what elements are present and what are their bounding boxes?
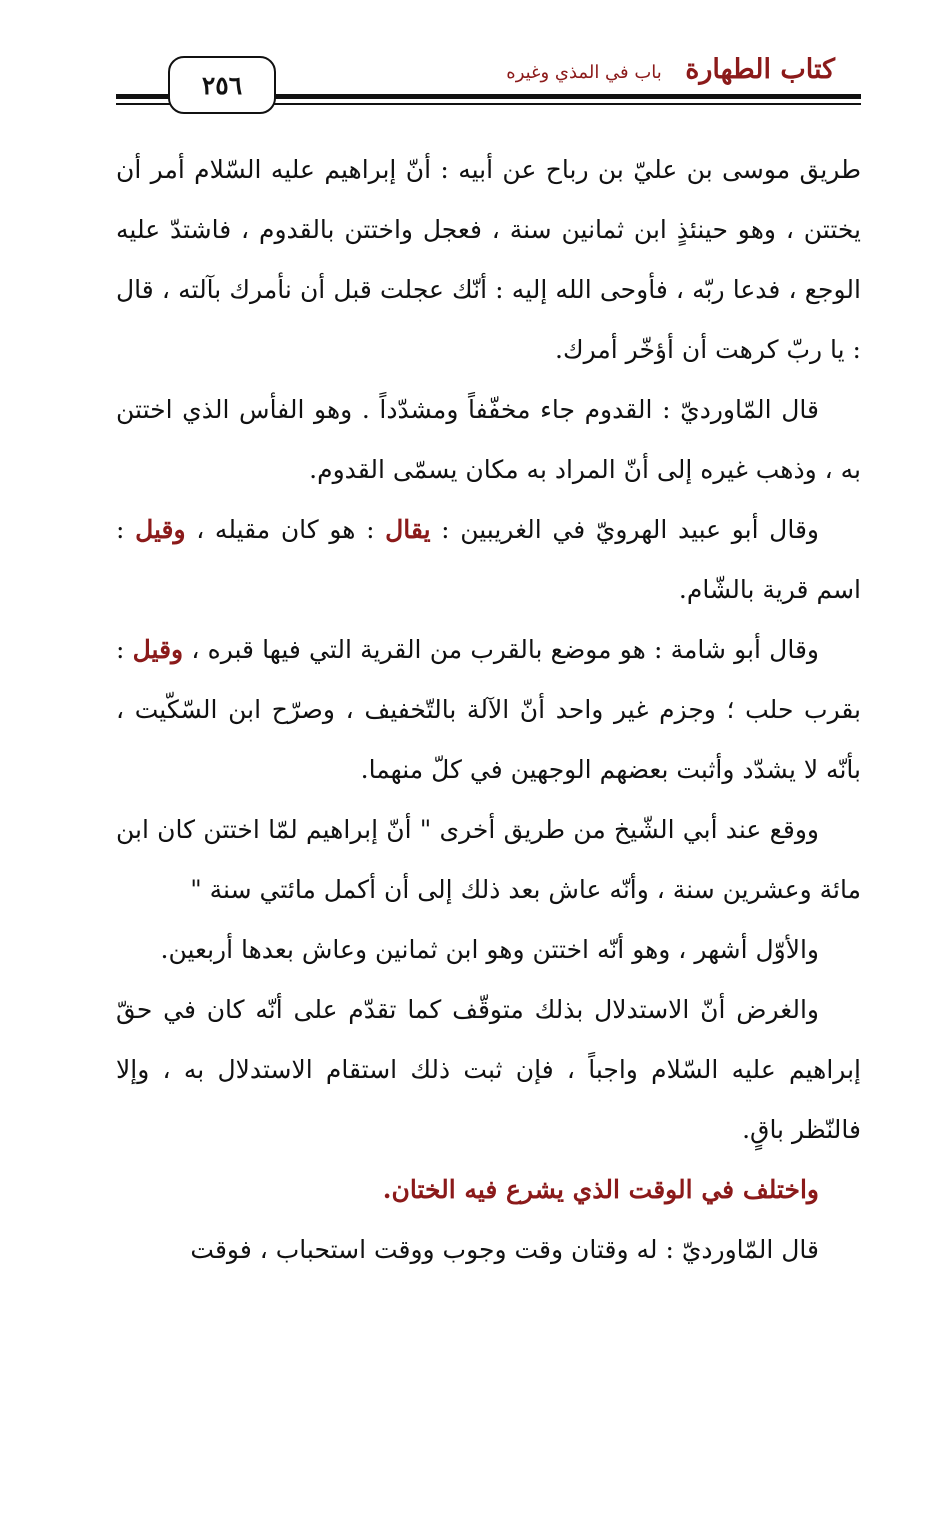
- page-number-text: ٢٥٦: [201, 70, 243, 100]
- paragraph: طريق موسى بن عليّ بن رباح عن أبيه : أنّ إبراهيم عليه السّلام أمر أن يختتن ، وهو حينئذٍ ابن ثمانين سنة ، فعجل واختتن بالقدوم ، فاشتدّ عليه الوجع ، فدعا ربّه ، فأوحى الله إليه : أنّك عجلت قبل أن نأمرك بآلته ، قال : يا ربّ كرهت أن أؤخّر أمرك.: [116, 155, 861, 364]
- chapter-title: باب في المذي وغيره: [506, 62, 662, 83]
- paragraph-text: : هو كان مقيله ،: [185, 515, 386, 544]
- paragraph-text: : بقرب حلب ؛ وجزم غير واحد أنّ الآلة بالتّخفيف ، وصرّح ابن السّكّيت ، بأنّه لا يشدّد وأثبت بعضهم الوجهين في كلّ منهما.: [116, 635, 861, 784]
- page-number: [168, 56, 276, 114]
- paragraph: [116, 500, 861, 620]
- highlighted-term: وقيل: [135, 515, 186, 544]
- paragraph-text: : اسم قرية بالشّام.: [116, 515, 861, 604]
- paragraph: والأوّل أشهر ، وهو أنّه اختتن وهو ابن ثمانين وعاش بعدها أربعين.: [160, 935, 819, 964]
- page-body: [116, 140, 861, 1280]
- paragraph: [116, 620, 861, 800]
- paragraph-text: وقال أبو شامة : هو موضع بالقرب من القرية التي فيها قبره ،: [183, 635, 819, 664]
- book-title: كتاب الطهارة: [685, 54, 835, 85]
- highlighted-term: وقيل: [132, 635, 184, 664]
- paragraph-text: وقال أبو عبيد الهرويّ في الغريبين :: [430, 515, 819, 544]
- highlighted-term: يقال: [385, 515, 431, 544]
- page-header: [0, 0, 945, 130]
- paragraph: والغرض أنّ الاستدلال بذلك متوقّف كما تقدّم على أنّه كان في حقّ إبراهيم عليه السّلام واجباً ، فإن ثبت ذلك استقام الاستدلال به ، وإلا فالنّظر باقٍ.: [116, 995, 861, 1144]
- paragraph: قال المّاورديّ : له وقتان وقت وجوب ووقت استحباب ، فوقت: [190, 1235, 819, 1264]
- section-heading: واختلف في الوقت الذي يشرع فيه الختان.: [382, 1175, 819, 1204]
- running-title: [506, 54, 835, 85]
- paragraph: قال المّاورديّ : القدوم جاء مخفّفاً ومشدّداً . وهو الفأس الذي اختتن به ، وذهب غيره إلى أنّ المراد به مكان يسمّى القدوم.: [116, 395, 861, 484]
- paragraph: ووقع عند أبي الشّيخ من طريق أخرى " أنّ إبراهيم لمّا اختتن كان ابن مائة وعشرين سنة ، وأنّه عاش بعد ذلك إلى أن أكمل مائتي سنة ": [116, 815, 861, 904]
